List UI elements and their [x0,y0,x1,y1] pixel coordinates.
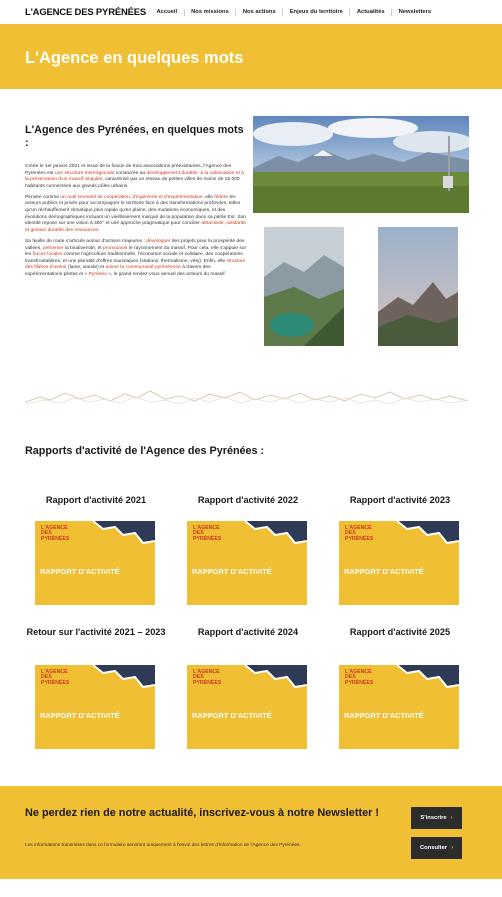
nav-item-accueil[interactable]: Accueil [150,9,185,16]
report-brand-line: PYRÉNÉES [345,679,374,686]
mountain-decoration-icon [389,665,459,699]
newsletter-section [0,786,502,879]
consult-button[interactable] [411,837,462,859]
report-brand [345,670,373,686]
highlight-text: développer [146,238,171,244]
chevron-right-icon: › [450,815,453,821]
report-brand [193,670,221,686]
report-brand-line: DES [41,530,52,537]
intro-paragraph-3 [25,239,247,279]
body-text: Sa feuille de route s'articule autour d'actions majeures : [25,238,147,244]
nav-item-enjeux[interactable]: Enjeux du territoire [283,9,350,16]
intro-text [25,164,247,283]
report-brand-line: PYRÉNÉES [193,535,222,542]
report-brand [41,526,69,542]
report-card-title[interactable]: Rapport d'activité 2023 [349,495,451,505]
subscribe-button[interactable] [411,807,462,829]
body-text: Créée le 1er janvier 2021 et issue de la fusion de trois associations préexistantes, l'Agence des Pyrénées est [25,164,232,176]
report-card-title[interactable]: Retour sur l'activité 2021 – 2023 [26,627,166,637]
mountain-decoration-icon [237,521,307,555]
report-brand-line: DES [41,674,52,681]
report-brand-line: DES [345,674,356,681]
intro-paragraph-2 [25,195,247,235]
highlight-text: anime la communauté pyrénéenne [105,265,181,271]
report-brand-line: PYRÉNÉES [41,535,70,542]
chevron-right-icon: › [451,845,453,851]
site-logo[interactable]: L'AGENCE DES PYRÉNÉES [25,7,147,18]
report-brand-line: L'AGENCE [41,525,68,531]
report-brand-line: PYRÉNÉES [345,535,374,542]
highlight-text: fédère [214,194,229,200]
report-thumbnail[interactable] [339,521,459,605]
report-brand-line: DES [193,530,204,537]
mountain-decoration-icon [85,521,155,555]
newsletter-note: Les informations transmises dans ce formulaire serviront uniquement à l'envoi des lettres d'information de l'Agence des Pyrénées. [25,843,301,848]
body-text: », le grand rendez-vous annuel des acteurs du massif. [106,271,226,277]
body-text: . [98,227,100,233]
highlight-text: forces locales [32,252,63,258]
report-thumb-title: RAPPORT D'ACTIVITÉ [40,567,120,576]
report-brand [345,526,373,542]
consult-label: Consulter [420,845,448,851]
report-thumb-title: RAPPORT D'ACTIVITÉ [344,711,424,720]
body-text: comme l'agriculture traditionnelle, l'économie sociale et solidaire, des coopérations transfrontalières, et une pluralité d'offres touristiques (stations, thermalisme, vélo). Enfin, elle [25,252,243,264]
report-card-title[interactable]: Rapport d'activité 2025 [349,627,451,637]
body-text: , elle [202,194,215,200]
body-text: consacrée au [114,170,147,176]
intro-paragraph-1 [25,164,247,190]
mountain-decoration-icon [85,665,155,699]
report-brand-line: DES [345,530,356,537]
highlight-text: attractivité, solidarité et gestion durable des ressources [25,221,246,233]
report-brand-line: L'AGENCE [193,525,220,531]
report-brand-line: DES [193,674,204,681]
report-thumbnail[interactable] [187,521,307,605]
reports-heading: Rapports d'activité de l'Agence des Pyrénées : [25,445,265,457]
body-text: la biodiversité, et [63,245,104,251]
report-brand-line: PYRÉNÉES [41,679,70,686]
highlight-text: structure des filières d'avenir [25,258,246,271]
mountain-divider [25,388,468,406]
report-brand-line: L'AGENCE [345,669,372,675]
highlight-text: un outil innovant de coopération, d'ingénierie et d'expérimentation [60,194,203,200]
pasture-mountain-photo [253,116,469,213]
report-card-title[interactable]: Rapport d'activité 2024 [197,627,299,637]
main-nav [150,9,438,16]
hero-banner [0,24,502,89]
report-brand [193,526,221,542]
report-thumb-title: RAPPORT D'ACTIVITÉ [40,711,120,720]
body-text: Pensée comme [25,194,61,200]
top-bar [0,0,502,24]
nav-item-actions[interactable]: Nos actions [236,9,283,16]
report-brand-line: L'AGENCE [193,669,220,675]
body-text: , caractérisé par un réseau de petites villes de moins de 15 000 habitants connectées aux grands pôles urbains. [25,177,240,189]
report-brand-line: L'AGENCE [41,669,68,675]
intro-heading: L'Agence des Pyrénées, en quelques mots : [25,124,244,149]
body-text: à travers des expérimentations pilotes et « [25,265,211,277]
body-text: les acteurs publics et privés pour accompagner le territoire face à des transformations profondes, telles qu'un réchauffement climatique plus rapide qu'en plaine, des mutations économiques, et des évolutions démographiques incluant un vieillissement marqué de la population dans sa partie Est. Son identité repose sur une vision à 360° et une approche pragmatique pour concilier [25,194,247,227]
report-thumbnail[interactable] [35,665,155,749]
nav-item-newsletters[interactable]: Newsletters [398,9,432,15]
highlight-text: promouvoir [103,245,128,251]
report-card-title[interactable]: Rapport d'activité 2021 [45,495,147,505]
highlight-text: développement durable, à la valorisation et à la préservation d'un massif singulier [25,170,244,183]
report-brand-line: L'AGENCE [345,525,372,531]
report-thumb-title: RAPPORT D'ACTIVITÉ [192,567,272,576]
highlight-text: une structure interrégionale [54,170,115,176]
highlight-text: préserver [42,245,64,251]
report-thumb-title: RAPPORT D'ACTIVITÉ [344,567,424,576]
mountain-lake-photo [264,227,344,346]
nav-item-missions[interactable]: Nos missions [185,9,237,16]
report-thumb-title: RAPPORT D'ACTIVITÉ [192,711,272,720]
report-card-title[interactable]: Rapport d'activité 2022 [197,495,299,505]
report-brand [41,670,69,686]
report-brand-line: PYRÉNÉES [193,679,222,686]
body-text: (laine, viande) et [66,265,106,271]
mountain-peak-photo [378,227,458,346]
nav-item-actualites[interactable]: Actualités [350,9,392,16]
highlight-text: Pyrénéo [88,271,107,277]
body-text: des projets pour la prospérité des vallées, [25,238,245,251]
report-thumbnail[interactable] [187,665,307,749]
mountain-decoration-icon [237,665,307,699]
page-title: L'Agence en quelques mots [25,49,244,67]
report-thumbnail[interactable] [339,665,459,749]
report-thumbnail[interactable] [35,521,155,605]
body-text: le rayonnement du massif. Pour cela, elle s'appuie sur les [25,245,247,258]
subscribe-label: S'inscrire [420,815,447,821]
newsletter-heading: Ne perdez rien de notre actualité, inscrivez-vous à notre Newsletter ! [25,807,380,819]
mountain-decoration-icon [389,521,459,555]
